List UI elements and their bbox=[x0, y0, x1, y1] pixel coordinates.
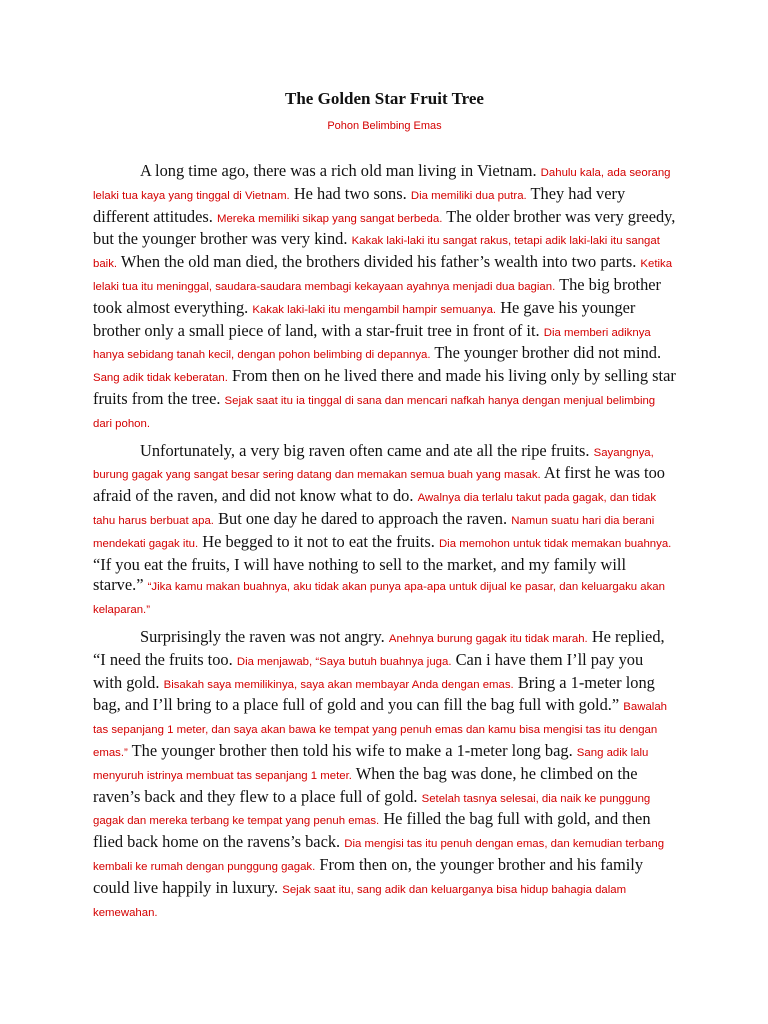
indonesian-translation: Kakak laki-laki itu sangat rakus, tetapi adik laki-laki itu sangat baik. bbox=[93, 235, 660, 271]
indonesian-translation: Sejak saat itu, sang adik dan keluarganya bisa hidup bahagia dalam kemewahan. bbox=[93, 883, 627, 919]
indonesian-translation: Sayangnya, burung gagak yang sangat besar sering datang dan memakan semua buah yang masak. bbox=[93, 446, 654, 482]
english-sentence: From then on, the younger brother and his family could live happily in luxury. bbox=[93, 854, 644, 897]
indonesian-translation: Awalnya dia terlalu takut pada gagak, dan tidak tahu harus berbuat apa. bbox=[93, 492, 657, 527]
english-sentence: He gave his younger brother only a small piece of land, with a star-fruit tree in front of it. bbox=[93, 297, 636, 340]
english-sentence: He replied, “I need the fruits too. bbox=[93, 626, 665, 669]
english-sentence: The big brother took almost everything. bbox=[93, 274, 662, 317]
english-sentence: But one day he dared to approach the raven. bbox=[218, 508, 508, 528]
english-sentence: Can i have them I’ll pay you with gold. bbox=[93, 649, 644, 692]
indonesian-translation: “Jika kamu makan buahnya, aku tidak akan punya apa-apa untuk dijual ke pasar, dan keluargaku akan kelaparan.” bbox=[93, 581, 665, 617]
indonesian-translation: Dia memohon untuk tidak memakan buahnya. bbox=[438, 537, 672, 550]
indonesian-translation: Dia memberi adiknya hanya sebidang tanah kecil, dengan pohon belimbing di depannya. bbox=[93, 326, 651, 362]
indonesian-translation: Ketika lelaki tua itu meninggal, saudara-saudara membagi kekayaan ayahnya menjadi dua bagian. bbox=[93, 258, 673, 293]
english-sentence: “If you eat the fruits, I will have nothing to sell to the market, and my family will starve.” bbox=[93, 554, 627, 595]
indonesian-translation: Kakak laki-laki itu mengambil hampir semuanya. bbox=[252, 303, 497, 316]
indonesian-translation: Mereka memiliki sikap yang sangat berbeda. bbox=[216, 212, 443, 225]
english-sentence: He filled the bag full with gold, and then flied back home on the ravens’s back. bbox=[93, 809, 651, 852]
paragraph bbox=[93, 441, 676, 621]
document-subtitle: Pohon Belimbing Emas bbox=[327, 120, 442, 132]
indonesian-translation: Dahulu kala, ada seorang lelaki tua kaya yang tinggal di Vietnam. bbox=[93, 167, 671, 202]
paragraph bbox=[93, 627, 676, 923]
english-sentence: The older brother was very greedy, but the younger brother was very kind. bbox=[93, 206, 676, 249]
english-sentence: At first he was too afraid of the raven, and did not know what to do. bbox=[93, 463, 665, 506]
indonesian-translation: Bawalah tas sepanjang 1 meter, dan saya akan bawa ke tempat yang penuh emas dan kamu bisa mengisi tas itu dengan emas.” bbox=[93, 701, 667, 759]
english-sentence: The younger brother did not mind. bbox=[434, 343, 662, 363]
indonesian-translation: Namun suatu hari dia berani mendekati gagak itu. bbox=[93, 514, 655, 550]
english-sentence: When the bag was done, he climbed on the raven’s back and they flew to a place full of gold. bbox=[93, 763, 638, 806]
english-sentence: He had two sons. bbox=[293, 183, 407, 203]
english-sentence: They had very different attitudes. bbox=[93, 183, 626, 226]
indonesian-translation: Bisakah saya memilikinya, saya akan membayar Anda dengan emas. bbox=[163, 678, 514, 691]
english-sentence: The younger brother then told his wife to make a 1-meter long bag. bbox=[131, 740, 573, 760]
english-sentence: Unfortunately, a very big raven often came and ate all the ripe fruits. bbox=[140, 440, 590, 460]
english-sentence: He begged to it not to eat the fruits. bbox=[202, 531, 435, 551]
indonesian-translation: Dia menjawab, “Saya butuh buahnya juga. bbox=[236, 655, 452, 668]
indonesian-translation: Dia mengisi tas itu penuh dengan emas, dan kemudian terbang kembali ke rumah dengan punggung gagak. bbox=[93, 838, 665, 873]
indonesian-translation: Anehnya burung gagak itu tidak marah. bbox=[388, 632, 588, 645]
english-sentence: A long time ago, there was a rich old man living in Vietnam. bbox=[140, 161, 537, 180]
paragraph bbox=[93, 161, 676, 435]
document-title: The Golden Star Fruit Tree bbox=[285, 89, 484, 108]
english-sentence: Surprisingly the raven was not angry. bbox=[140, 626, 385, 646]
english-sentence: When the old man died, the brothers divided his father’s wealth into two parts. bbox=[120, 252, 637, 272]
indonesian-translation: Sang adik lalu menyuruh istrinya membuat tas sepanjang 1 meter. bbox=[93, 746, 649, 782]
document-body bbox=[93, 161, 676, 923]
english-sentence: Bring a 1-meter long bag, and I’ll bring to a place full of gold and you can fill the bag full with gold.” bbox=[93, 672, 655, 715]
indonesian-translation: Dia memiliki dua putra. bbox=[410, 189, 527, 202]
indonesian-translation: Sang adik tidak keberatan. bbox=[93, 372, 228, 385]
indonesian-translation: Sejak saat itu ia tinggal di sana dan mencari nafkah hanya dengan menjual belimbing dari pohon. bbox=[93, 394, 656, 430]
indonesian-translation: Setelah tasnya selesai, dia naik ke punggung gagak dan mereka terbang ke tempat yang penuh emas. bbox=[93, 792, 651, 828]
english-sentence: From then on he lived there and made his living only by selling star fruits from the tree. bbox=[93, 366, 676, 408]
